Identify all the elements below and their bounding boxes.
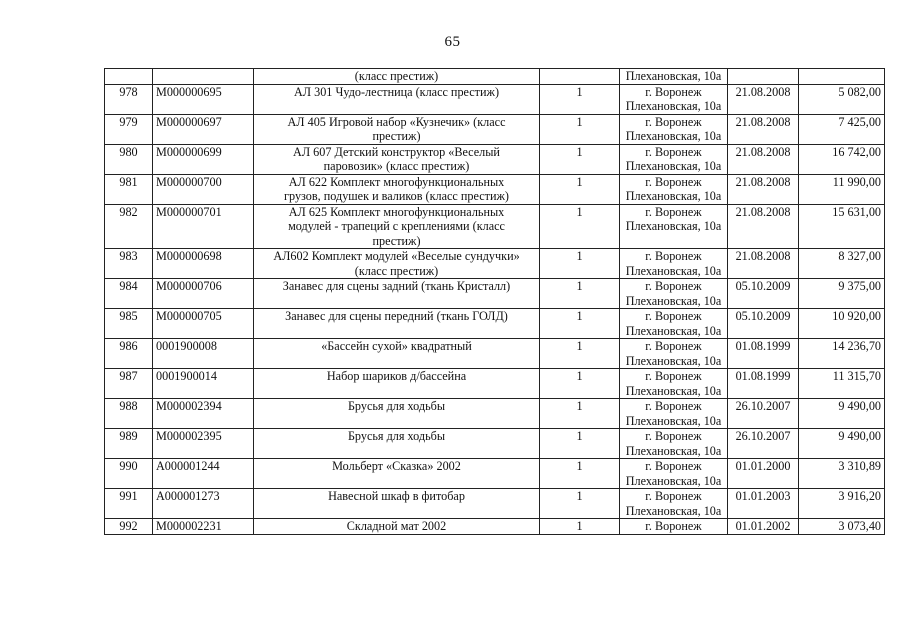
cell-name-line: «Бассейн сухой» квадратный bbox=[321, 339, 472, 353]
cell-address bbox=[620, 369, 728, 399]
cell-sum bbox=[799, 69, 885, 85]
cell-name-line: престиж) bbox=[372, 129, 421, 143]
table-row bbox=[105, 369, 885, 399]
cell-address-line: Плехановская, 10а bbox=[625, 219, 722, 233]
cell-code: М000000706 bbox=[153, 279, 254, 309]
cell-date: 26.10.2007 bbox=[728, 399, 799, 429]
cell-name-line: АЛ 607 Детский конструктор «Веселый bbox=[293, 144, 500, 159]
cell-qty: 1 bbox=[540, 249, 620, 279]
table-row bbox=[105, 249, 885, 279]
table-body bbox=[105, 69, 885, 535]
cell-address-line: Плехановская, 10а bbox=[625, 159, 722, 173]
cell-address bbox=[620, 144, 728, 174]
table-row bbox=[105, 489, 885, 519]
cell-num: 984 bbox=[105, 279, 153, 309]
cell-num: 986 bbox=[105, 339, 153, 369]
cell-address-line: Плехановская, 10а bbox=[625, 473, 722, 488]
cell-name-line: Набор шариков д/бассейна bbox=[326, 369, 467, 383]
cell-name bbox=[254, 114, 540, 144]
cell-date: 01.08.1999 bbox=[728, 369, 799, 399]
cell-sum: 9 490,00 bbox=[799, 399, 885, 429]
cell-date: 21.08.2008 bbox=[728, 204, 799, 249]
cell-date: 01.01.2002 bbox=[728, 519, 799, 535]
cell-address bbox=[620, 399, 728, 429]
cell-name bbox=[254, 84, 540, 114]
cell-code bbox=[153, 69, 254, 85]
table-row-continuation bbox=[105, 69, 885, 85]
cell-num: 982 bbox=[105, 204, 153, 249]
cell-address-line: г. Воронеж bbox=[645, 144, 702, 159]
cell-num: 978 bbox=[105, 84, 153, 114]
cell-name bbox=[254, 174, 540, 204]
cell-sum: 11 990,00 bbox=[799, 174, 885, 204]
cell-name-line: АЛ 625 Комплект многофункциональных bbox=[288, 204, 505, 219]
cell-qty: 1 bbox=[540, 489, 620, 519]
cell-name bbox=[254, 249, 540, 279]
cell-qty: 1 bbox=[540, 519, 620, 535]
cell-name bbox=[254, 144, 540, 174]
cell-code: М000002395 bbox=[153, 429, 254, 459]
cell-num: 983 bbox=[105, 249, 153, 279]
cell-name bbox=[254, 399, 540, 429]
cell-num: 981 bbox=[105, 174, 153, 204]
cell-address-line: Плехановская, 10а bbox=[625, 353, 722, 368]
cell-sum: 8 327,00 bbox=[799, 249, 885, 279]
cell-qty: 1 bbox=[540, 429, 620, 459]
cell-address bbox=[620, 114, 728, 144]
cell-name bbox=[254, 309, 540, 339]
cell-name-line: Складной мат 2002 bbox=[346, 519, 447, 533]
cell-address-line: Плехановская, 10а bbox=[625, 263, 722, 278]
cell-code: М000002394 bbox=[153, 399, 254, 429]
cell-code: М000000701 bbox=[153, 204, 254, 249]
cell-sum: 9 375,00 bbox=[799, 279, 885, 309]
cell-date: 21.08.2008 bbox=[728, 84, 799, 114]
cell-date: 05.10.2009 bbox=[728, 309, 799, 339]
cell-sum: 7 425,00 bbox=[799, 114, 885, 144]
cell-address bbox=[620, 429, 728, 459]
table-row bbox=[105, 84, 885, 114]
cell-address-line: г. Воронеж bbox=[645, 279, 702, 293]
cell-date: 26.10.2007 bbox=[728, 429, 799, 459]
cell-qty: 1 bbox=[540, 114, 620, 144]
cell-sum: 10 920,00 bbox=[799, 309, 885, 339]
cell-address-line: г. Воронеж bbox=[645, 489, 702, 503]
cell-address-line: Плехановская, 10а bbox=[625, 413, 722, 428]
cell-date bbox=[728, 69, 799, 85]
inventory-table bbox=[104, 68, 885, 535]
cell-name-line: Брусья для ходьбы bbox=[347, 429, 446, 443]
cell-qty: 1 bbox=[540, 84, 620, 114]
cell-sum: 5 082,00 bbox=[799, 84, 885, 114]
cell-sum: 14 236,70 bbox=[799, 339, 885, 369]
table-row bbox=[105, 339, 885, 369]
cell-sum: 15 631,00 bbox=[799, 204, 885, 249]
cell-address-line: г. Воронеж bbox=[645, 399, 702, 413]
cell-address-line: г. Воронеж bbox=[645, 174, 702, 189]
cell-code: М000000695 bbox=[153, 84, 254, 114]
cell-name-line: АЛ602 Комплект модулей «Веселые сундучки» bbox=[273, 249, 520, 263]
cell-num bbox=[105, 69, 153, 85]
cell-address-line: г. Воронеж bbox=[645, 309, 702, 323]
cell-address bbox=[620, 309, 728, 339]
cell-code: М000000697 bbox=[153, 114, 254, 144]
table-row bbox=[105, 399, 885, 429]
cell-address-line: Плехановская, 10а bbox=[625, 99, 722, 113]
table-row bbox=[105, 204, 885, 249]
cell-name-line: АЛ 622 Комплект многофункциональных bbox=[288, 174, 505, 189]
cell-sum: 3 073,40 bbox=[799, 519, 885, 535]
cell-address-line: Плехановская, 10а bbox=[625, 443, 722, 458]
cell-sum: 11 315,70 bbox=[799, 369, 885, 399]
cell-sum: 9 490,00 bbox=[799, 429, 885, 459]
cell-address-line: г. Воронеж bbox=[645, 369, 702, 383]
cell-qty: 1 bbox=[540, 339, 620, 369]
cell-address-line: Плехановская, 10а bbox=[625, 503, 722, 518]
cell-date: 21.08.2008 bbox=[728, 144, 799, 174]
cell-qty: 1 bbox=[540, 399, 620, 429]
cell-address bbox=[620, 489, 728, 519]
cell-name bbox=[254, 279, 540, 309]
table-row bbox=[105, 519, 885, 535]
cell-address bbox=[620, 204, 728, 249]
cell-address-line: Плехановская, 10а bbox=[625, 293, 722, 308]
cell-code: М000000705 bbox=[153, 309, 254, 339]
cell-name-line: Занавес для сцены задний (ткань Кристалл) bbox=[282, 279, 511, 293]
cell-code: 0001900014 bbox=[153, 369, 254, 399]
cell-name-line: паровозик» (класс престиж) bbox=[323, 159, 470, 173]
cell-address-line: г. Воронеж bbox=[645, 249, 702, 263]
cell-address bbox=[620, 279, 728, 309]
cell-num: 979 bbox=[105, 114, 153, 144]
cell-address-line: г. Воронеж bbox=[645, 84, 702, 99]
cell-address-line: г. Воронеж bbox=[645, 519, 702, 533]
cell-date: 01.01.2003 bbox=[728, 489, 799, 519]
cell-num: 989 bbox=[105, 429, 153, 459]
table-row bbox=[105, 429, 885, 459]
cell-qty: 1 bbox=[540, 144, 620, 174]
cell-date: 01.08.1999 bbox=[728, 339, 799, 369]
cell-name-line: Навесной шкаф в фитобар bbox=[328, 489, 465, 503]
table-row bbox=[105, 459, 885, 489]
cell-address bbox=[620, 339, 728, 369]
cell-address bbox=[620, 249, 728, 279]
cell-qty: 1 bbox=[540, 204, 620, 249]
cell-code: М000000698 bbox=[153, 249, 254, 279]
cell-name-line: престиж) bbox=[372, 233, 421, 248]
cell-name bbox=[254, 369, 540, 399]
cell-date: 21.08.2008 bbox=[728, 174, 799, 204]
cell-num: 990 bbox=[105, 459, 153, 489]
cell-address-line: г. Воронеж bbox=[645, 114, 702, 129]
cell-num: 980 bbox=[105, 144, 153, 174]
cell-qty: 1 bbox=[540, 279, 620, 309]
table-row bbox=[105, 309, 885, 339]
table-row bbox=[105, 144, 885, 174]
cell-name-line: АЛ 301 Чудо-лестница (класс престиж) bbox=[294, 84, 499, 99]
cell-name bbox=[254, 429, 540, 459]
cell-address-line: Плехановская, 10а bbox=[625, 129, 722, 143]
cell-name-line: Мольберт «Сказка» 2002 bbox=[332, 459, 461, 473]
cell-code: 0001900008 bbox=[153, 339, 254, 369]
table-row bbox=[105, 174, 885, 204]
cell-date: 05.10.2009 bbox=[728, 279, 799, 309]
cell-code: М000000699 bbox=[153, 144, 254, 174]
cell-code: М000002231 bbox=[153, 519, 254, 535]
cell-num: 992 bbox=[105, 519, 153, 535]
cell-qty: 1 bbox=[540, 459, 620, 489]
cell-address-line: Плехановская, 10а bbox=[625, 323, 722, 338]
cell-sum: 3 916,20 bbox=[799, 489, 885, 519]
cell-name-line: Занавес для сцены передний (ткань ГОЛД) bbox=[285, 309, 508, 323]
cell-name: (класс престиж) bbox=[254, 69, 540, 85]
cell-name-line: (класс престиж) bbox=[354, 263, 439, 278]
cell-name bbox=[254, 489, 540, 519]
cell-qty: 1 bbox=[540, 174, 620, 204]
cell-address-line: Плехановская, 10а bbox=[625, 189, 722, 203]
cell-code: М000000700 bbox=[153, 174, 254, 204]
cell-code: А000001273 bbox=[153, 489, 254, 519]
cell-name bbox=[254, 339, 540, 369]
cell-num: 985 bbox=[105, 309, 153, 339]
cell-qty: 1 bbox=[540, 369, 620, 399]
cell-name-line: грузов, подушек и валиков (класс престиж) bbox=[284, 189, 509, 203]
cell-sum: 16 742,00 bbox=[799, 144, 885, 174]
cell-address: Плехановская, 10а bbox=[620, 69, 728, 85]
table-row bbox=[105, 114, 885, 144]
cell-address-line: г. Воронеж bbox=[645, 459, 702, 473]
cell-address bbox=[620, 459, 728, 489]
cell-sum: 3 310,89 bbox=[799, 459, 885, 489]
cell-address bbox=[620, 174, 728, 204]
cell-address-line: г. Воронеж bbox=[645, 429, 702, 443]
cell-address-line: Плехановская, 10а bbox=[625, 383, 722, 398]
cell-address bbox=[620, 519, 728, 535]
cell-address-line: г. Воронеж bbox=[645, 339, 702, 353]
cell-address bbox=[620, 84, 728, 114]
cell-address-line: г. Воронеж bbox=[645, 204, 702, 219]
cell-date: 21.08.2008 bbox=[728, 249, 799, 279]
cell-name-line: Брусья для ходьбы bbox=[347, 399, 446, 413]
table-row bbox=[105, 279, 885, 309]
cell-num: 988 bbox=[105, 399, 153, 429]
cell-name-line: модулей - трапеций с креплениями (класс bbox=[288, 219, 505, 233]
cell-name bbox=[254, 459, 540, 489]
cell-date: 21.08.2008 bbox=[728, 114, 799, 144]
cell-date: 01.01.2000 bbox=[728, 459, 799, 489]
cell-qty bbox=[540, 69, 620, 85]
cell-qty: 1 bbox=[540, 309, 620, 339]
cell-name bbox=[254, 204, 540, 249]
cell-name-line: АЛ 405 Игровой набор «Кузнечик» (класс bbox=[287, 114, 506, 129]
page-number: 65 bbox=[444, 34, 461, 50]
cell-num: 987 bbox=[105, 369, 153, 399]
cell-num: 991 bbox=[105, 489, 153, 519]
cell-code: А000001244 bbox=[153, 459, 254, 489]
cell-name bbox=[254, 519, 540, 535]
